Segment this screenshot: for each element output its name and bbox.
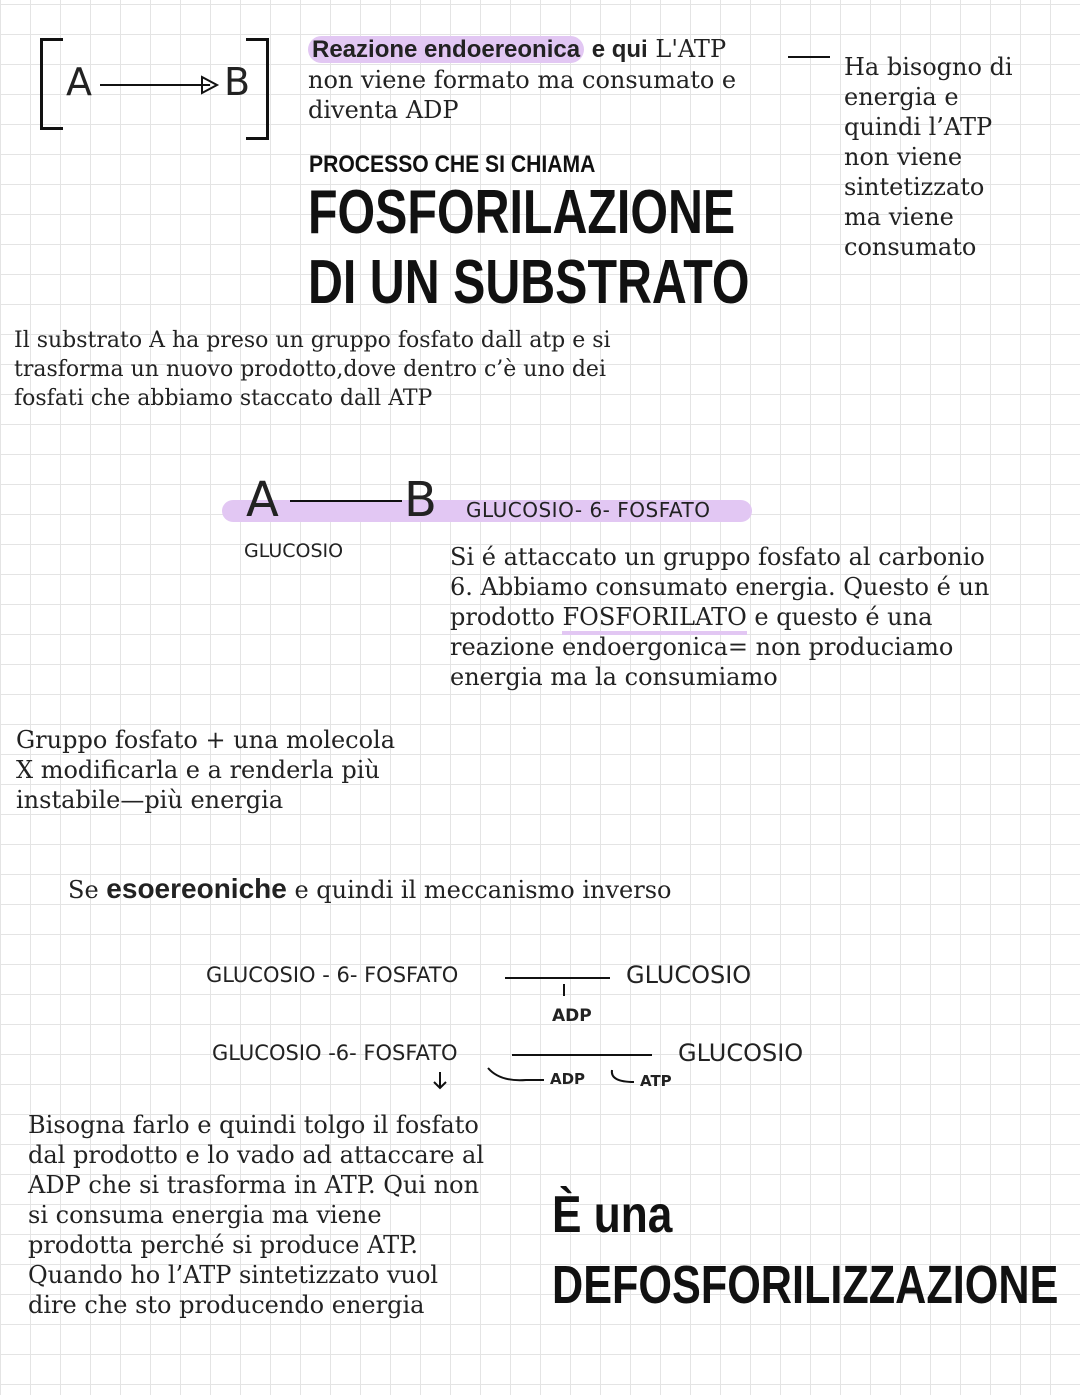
side-note: Ha bisogno di energia e quindi l’ATP non viene sintetizzato ma viene consumato bbox=[844, 53, 1013, 261]
process-title-line2: DI UN SUBSTRATO bbox=[308, 248, 750, 317]
conclusion-line1: È una bbox=[552, 1186, 673, 1244]
phosphorylated-paragraph bbox=[450, 542, 1010, 692]
conclusion-line2: DEFOSFORILIZZAZIONE bbox=[552, 1255, 1059, 1315]
ab-diagram-a: A bbox=[246, 472, 279, 528]
process-title-line1: FOSFORILAZIONE bbox=[308, 178, 736, 247]
top-diagram-a: A bbox=[66, 60, 92, 104]
ab-diagram-b: B bbox=[404, 472, 437, 528]
process-label: PROCESSO CHE SI CHIAMA bbox=[309, 151, 596, 178]
reaction1-tick bbox=[563, 984, 565, 996]
reaction1-left: GLUCOSIO - 6- FOSFATO bbox=[206, 963, 459, 987]
reaction2-left: GLUCOSIO -6- FOSFATO bbox=[212, 1041, 458, 1065]
reaction2-adp: ADP bbox=[550, 1070, 586, 1088]
reaction2-right: GLUCOSIO bbox=[678, 1039, 804, 1067]
phosphorylated-text-after: e questo é una reazione endoergonica= non produciamo energia ma la consumiamo bbox=[450, 603, 954, 691]
atp-curve-icon bbox=[608, 1068, 638, 1088]
arrowhead-icon bbox=[200, 75, 220, 95]
side-note-dash bbox=[788, 56, 830, 58]
top-ab-diagram bbox=[36, 34, 276, 138]
ab-diagram-line bbox=[290, 500, 402, 502]
phosphate-note: Gruppo fosfato + una molecola X modificarla e a renderla più instabile—più energia bbox=[16, 726, 396, 814]
endoereonic-term: Reazione endoereonica bbox=[312, 36, 581, 63]
reaction2-line bbox=[512, 1054, 652, 1056]
endoereonic-highlight bbox=[308, 36, 584, 63]
adp-curve-icon bbox=[486, 1064, 550, 1086]
exo-line bbox=[68, 874, 671, 905]
substrate-paragraph: Il substrato A ha preso un gruppo fosfato dall atp e si trasforma un nuovo prodotto,dove dentro c’è uno dei fosfati che abbiamo staccato dall ATP bbox=[14, 328, 611, 411]
exo-bold: esoereoniche bbox=[106, 873, 287, 904]
reaction2-atp: ATP bbox=[640, 1072, 672, 1090]
intro-text: L'ATP non viene formato ma consumato e diventa ADP bbox=[308, 35, 737, 124]
conclusion-clip bbox=[552, 1250, 1080, 1324]
atp-paragraph: Bisogna farlo e quindi tolgo il fosfato dal prodotto e lo vado ad attaccare al ADP che si trasforma in ATP. Qui non si consuma energia ma viene prodotta perché si produce ATP. Quando ho l’ATP sintetizzato vuol dire che sto producendo energia bbox=[28, 1111, 485, 1319]
exo-prefix: Se bbox=[68, 876, 99, 904]
intro-paragraph bbox=[308, 34, 768, 125]
reaction1-right: GLUCOSIO bbox=[626, 961, 752, 989]
exo-suffix: e quindi il meccanismo inverso bbox=[294, 876, 672, 904]
down-arrow-icon bbox=[430, 1070, 450, 1092]
reaction1-adp: ADP bbox=[552, 1006, 592, 1026]
reaction1-line bbox=[505, 977, 610, 979]
top-diagram-b: B bbox=[224, 60, 251, 104]
top-diagram-arrow-line bbox=[100, 84, 210, 86]
phosphorylated-text-before: Si é attaccato un gruppo fosfato al carbonio 6. Abbiamo consumato energia. Questo é un prodotto bbox=[450, 543, 990, 631]
intro-bold-tail: e qui bbox=[591, 36, 648, 63]
glucose-6-phosphate-label: GLUCOSIO- 6- FOSFATO bbox=[466, 498, 711, 522]
phosphorylated-highlight: FOSFORILATO bbox=[562, 603, 746, 635]
left-bracket bbox=[40, 38, 63, 130]
glucose-label: GLUCOSIO bbox=[244, 540, 344, 562]
